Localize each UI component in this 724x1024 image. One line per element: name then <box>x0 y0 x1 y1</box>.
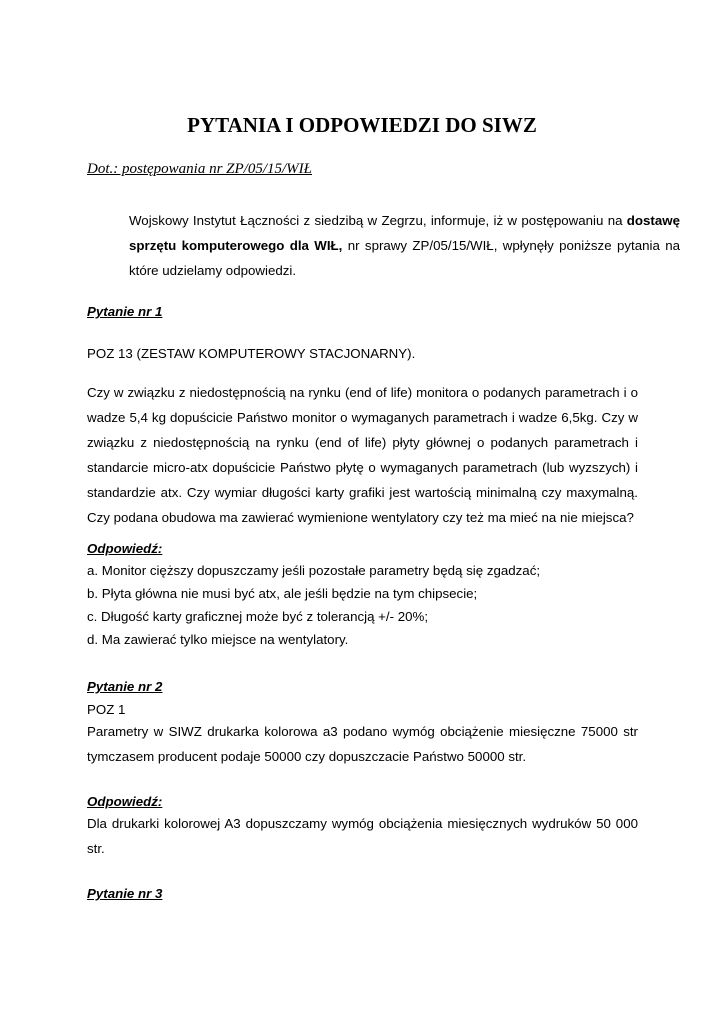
intro-text: Wojskowy Instytut Łączności z siedzibą w Zegrzu, informuje, iż w postępowaniu na <box>129 213 627 228</box>
answer-2-text: Dla drukarki kolorowej A3 dopuszczamy wymóg obciążenia miesięcznych wydruków 50 000 str. <box>87 816 638 856</box>
question-1-heading: Pytanie nr 1 <box>87 304 163 319</box>
question-1-text: Czy w związku z niedostępnością na rynku (end of life) monitora o podanych parametrach i o wadze 5,4 kg dopuścicie Państwo monitor o wymaganych parametrach i wadze 6,5kg. Czy w związku z niedostępnością na rynku (end of life) płyty głównej o podanych parametrach i standarcie micro-atx dopuścicie Państwo płytę o wymaganych parametrach (lub wyzszych) i standardzie atx. Czy wymiar długości karty grafiki jest wartością minimalną czy maxymalną. Czy podana obudowa ma zawierać wymienione wentylatory czy też ma mieć na nie miejsca? <box>87 385 638 525</box>
question-3-heading: Pytanie nr 3 <box>87 886 163 901</box>
answer-1-heading: Odpowiedź: <box>87 541 163 556</box>
intro-text-end: nr sprawy ZP/05/15/WIŁ, wpłynęły poniższe pytania na które udzielamy odpowiedzi. <box>129 238 680 278</box>
question-2-heading: Pytanie nr 2 <box>87 679 163 694</box>
document-title: PYTANIA I ODPOWIEDZI DO SIWZ <box>187 113 537 137</box>
answer-2-heading: Odpowiedź: <box>87 794 163 809</box>
question-1-position: POZ 13 (ZESTAW KOMPUTEROWY STACJONARNY). <box>87 346 416 361</box>
question-2-position: POZ 1 <box>87 702 126 717</box>
answer-1-item-b: b. Płyta główna nie musi być atx, ale jeśli będzie na tym chipsecie; <box>87 586 478 601</box>
answer-1-item-a: a. Monitor cięższy dopuszczamy jeśli pozostałe parametry będą się zgadzać; <box>87 563 541 578</box>
answer-1-item-c: c. Długość karty graficznej może być z tolerancją +/- 20%; <box>87 609 429 624</box>
intro-paragraph <box>87 208 680 283</box>
question-2-text: Parametry w SIWZ drukarka kolorowa a3 podano wymóg obciążenie miesięczne 75000 str tymczasem producent podaje 50000 czy dopuszczacie Państwo 50000 str. <box>87 724 638 764</box>
intro-bold-text: dostawę sprzętu komputerowego dla WIŁ, <box>129 213 680 253</box>
reference-line: Dot.: postępowania nr ZP/05/15/WIŁ <box>87 161 313 177</box>
answer-1-item-d: d. Ma zawierać tylko miejsce na wentylatory. <box>87 632 349 647</box>
